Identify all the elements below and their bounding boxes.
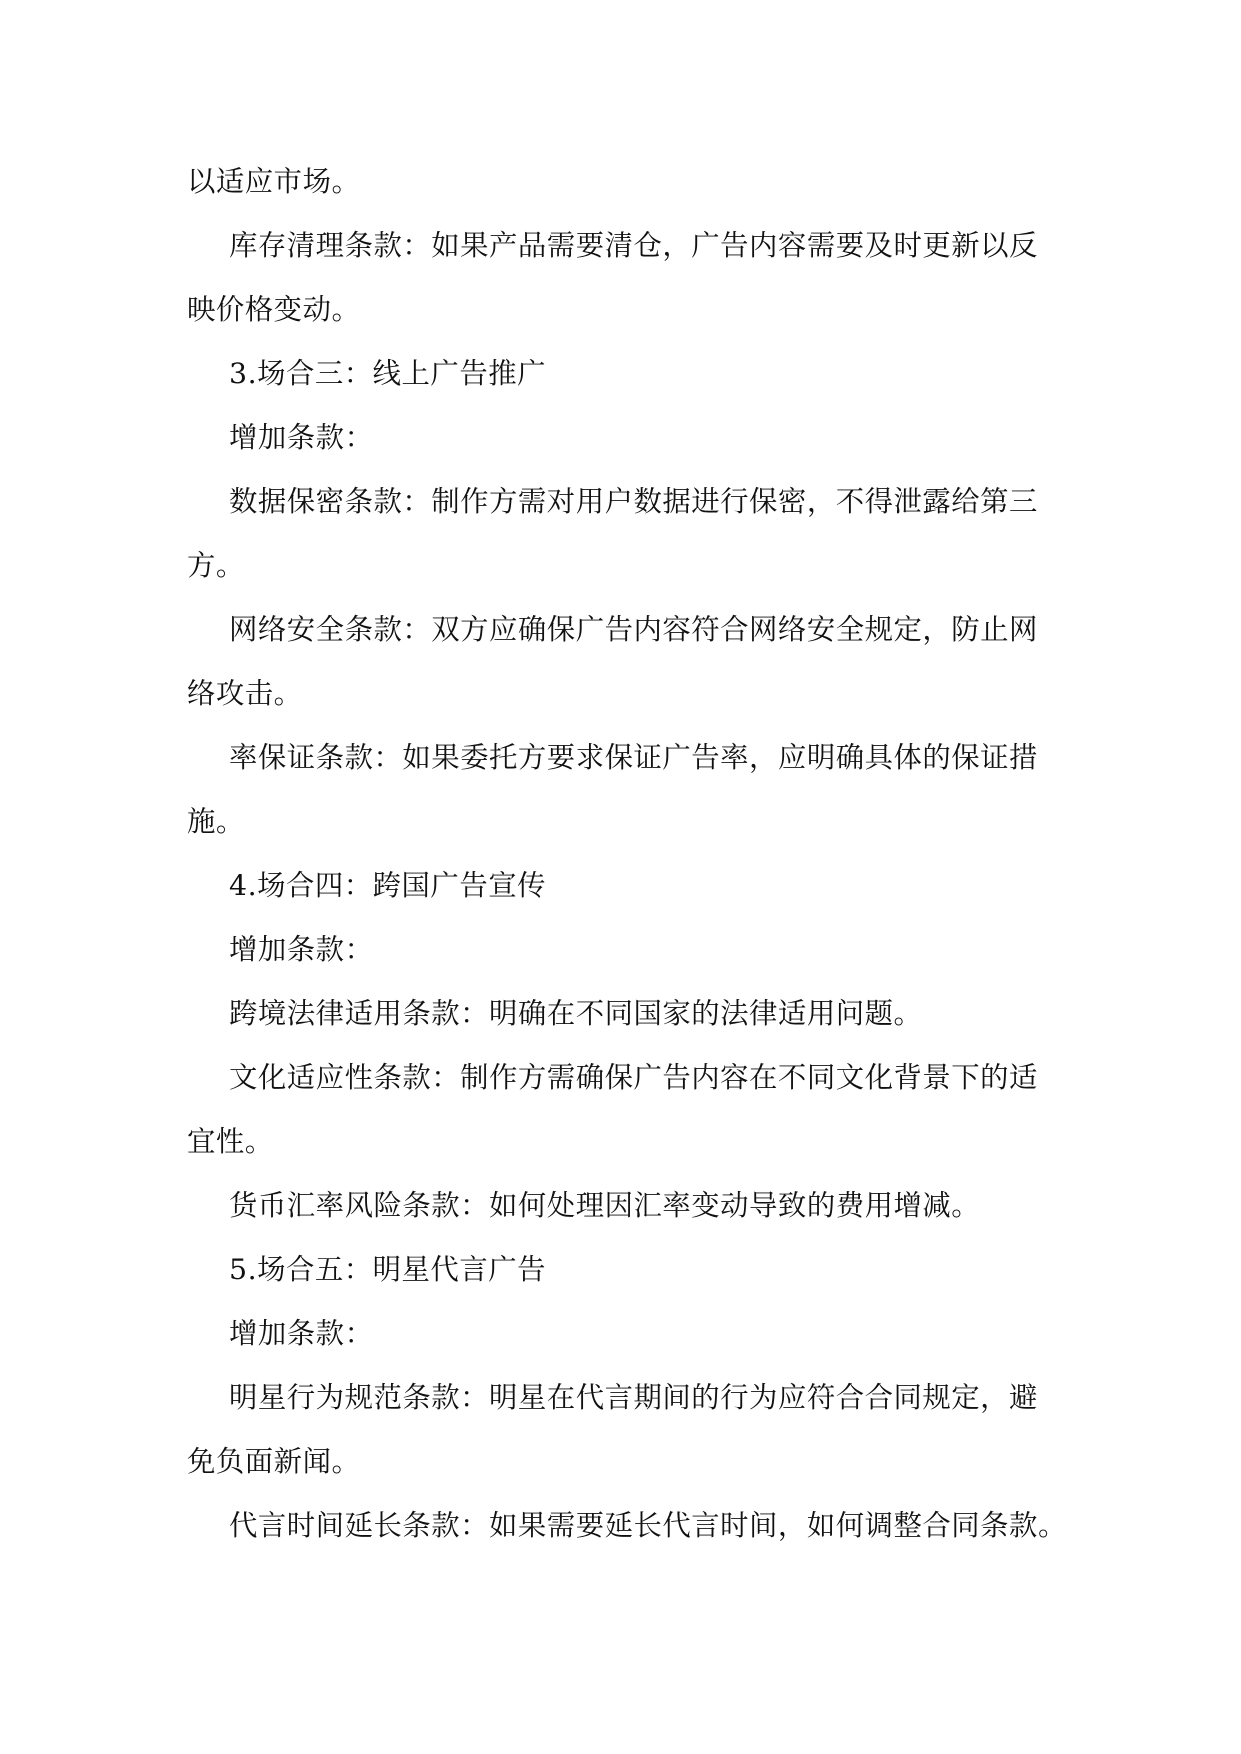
text-line-continuation: 络攻击。 (187, 677, 303, 710)
text-line-continuation: 免负面新闻。 (187, 1445, 361, 1478)
paragraph-cross-border-law-clause: 跨境法律适用条款：明确在不同国家的法律适用问题。 (229, 997, 923, 1030)
section-heading-4: 4.场合四：跨国广告宣传 (229, 869, 546, 902)
text-line-continuation: 方。 (187, 549, 245, 582)
section-heading-3: 3.场合三：线上广告推广 (229, 357, 546, 390)
added-clauses-label: 增加条款： (229, 933, 374, 966)
text-line-continuation: 宜性。 (187, 1125, 274, 1158)
paragraph-celebrity-conduct-clause: 明星行为规范条款：明星在代言期间的行为应符合合同规定，避 (229, 1381, 1038, 1414)
text-line-continuation: 映价格变动。 (187, 293, 361, 326)
text-line-continuation: 施。 (187, 805, 245, 838)
paragraph-cultural-adaptation-clause: 文化适应性条款：制作方需确保广告内容在不同文化背景下的适 (229, 1061, 1038, 1094)
section-heading-5: 5.场合五：明星代言广告 (229, 1253, 546, 1286)
paragraph-currency-risk-clause: 货币汇率风险条款：如何处理因汇率变动导致的费用增减。 (229, 1189, 981, 1222)
paragraph-rate-guarantee-clause: 率保证条款：如果委托方要求保证广告率，应明确具体的保证措 (229, 741, 1038, 774)
paragraph-data-privacy-clause: 数据保密条款：制作方需对用户数据进行保密，不得泄露给第三 (229, 485, 1038, 518)
paragraph-endorsement-extension-clause: 代言时间延长条款：如果需要延长代言时间，如何调整合同条款。 (229, 1509, 1067, 1542)
text-line-continuation: 以适应市场。 (187, 165, 361, 198)
added-clauses-label: 增加条款： (229, 421, 374, 454)
added-clauses-label: 增加条款： (229, 1317, 374, 1350)
paragraph-network-security-clause: 网络安全条款：双方应确保广告内容符合网络安全规定，防止网 (229, 613, 1038, 646)
paragraph-inventory-clause: 库存清理条款：如果产品需要清仓，广告内容需要及时更新以反 (229, 229, 1038, 262)
